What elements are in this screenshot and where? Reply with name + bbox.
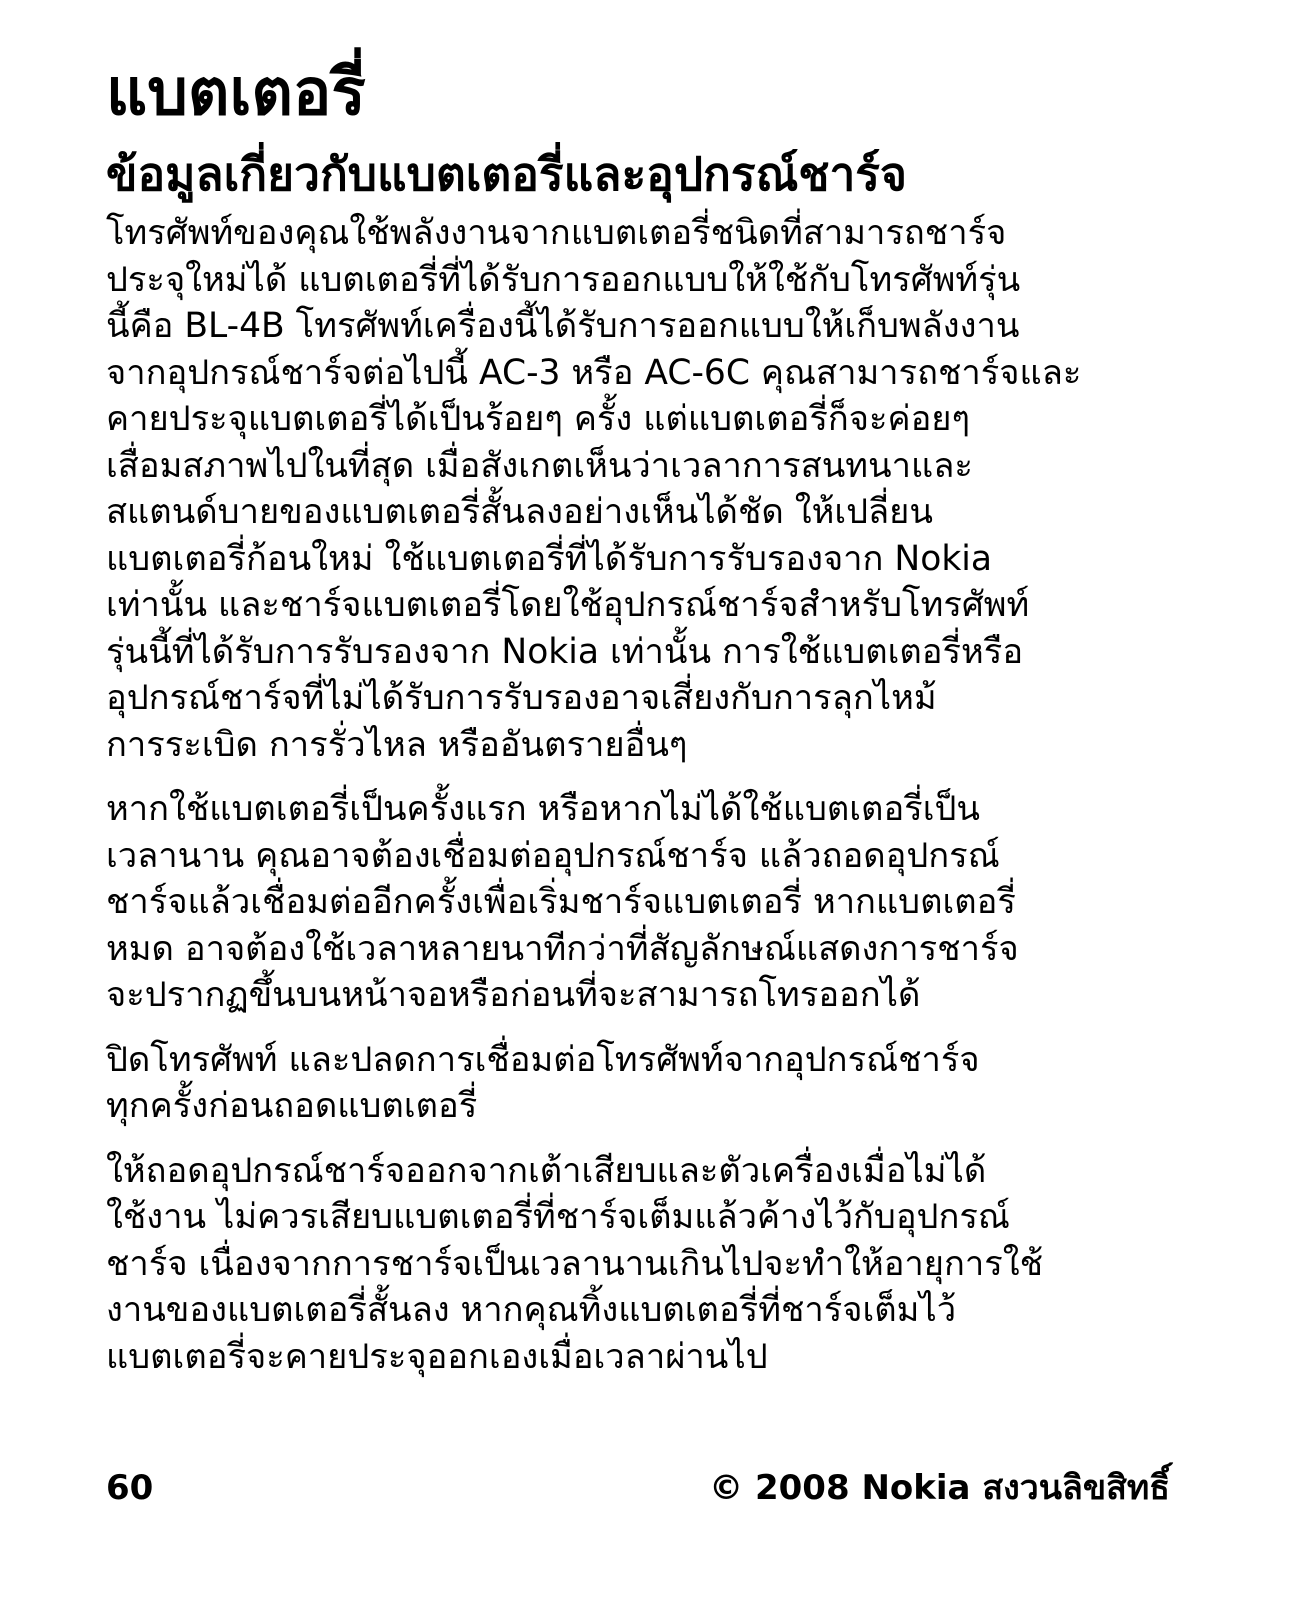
copyright-notice: © 2008 Nokia สงวนลิขสิทธิ์ [709, 1468, 1170, 1508]
paragraph-line: คายประจุแบตเตอรี่ได้เป็นร้อยๆ ครั้ง แต่แบตเตอรี่ก็จะค่อยๆ [106, 399, 971, 439]
paragraph-line: ชาร์จ เนื่องจากการชาร์จเป็นเวลานานเกินไปจะทำให้อายุการใช้ [106, 1243, 1044, 1284]
paragraph-line: นี้คือ BL-4B โทรศัพท์เครื่องนี้ได้รับการออกแบบให้เก็บพลังงาน [106, 306, 1020, 346]
paragraph-first-use [106, 786, 1186, 1019]
paragraph-line: แบตเตอรี่ก้อนใหม่ ใช้แบตเตอรี่ที่ได้รับการรับรองจาก Nokia [106, 538, 993, 579]
paragraph-line: ใช้งาน ไม่ควรเสียบแบตเตอรี่ที่ชาร์จเต็มแล้วค้างไว้กับอุปกรณ์ [106, 1197, 1010, 1237]
paragraph-line: ปิดโทรศัพท์ และปลดการเชื่อมต่อโทรศัพท์จากอุปกรณ์ชาร์จ [106, 1039, 980, 1080]
paragraph-line: โทรศัพท์ของคุณใช้พลังงานจากแบตเตอรี่ชนิดที่สามารถชาร์จ [106, 213, 1007, 253]
paragraph-battery-info [106, 210, 1186, 768]
paragraph-line: ทุกครั้งก่อนถอดแบตเตอรี่ [106, 1086, 478, 1126]
paragraph-line: ประจุใหม่ได้ แบตเตอรี่ที่ได้รับการออกแบบให้ใช้กับโทรศัพท์รุ่น [106, 259, 1021, 300]
paragraph-line: เวลานาน คุณอาจต้องเชื่อมต่ออุปกรณ์ชาร์จ แล้วถอดอุปกรณ์ [106, 835, 1000, 876]
paragraph-line: ชาร์จแล้วเชื่อมต่ออีกครั้งเพื่อเริ่มชาร์จแบตเตอรี่ หากแบตเตอรี่ [106, 882, 1016, 922]
paragraph-line: หากใช้แบตเตอรี่เป็นครั้งแรก หรือหากไม่ได้ใช้แบตเตอรี่เป็น [106, 789, 980, 829]
chapter-title: แบตเตอรี่ [106, 56, 366, 130]
section-heading: ข้อมูลเกี่ยวกับแบตเตอรี่และอุปกรณ์ชาร์จ [106, 147, 907, 201]
page-number: 60 [106, 1468, 154, 1508]
paragraph-line: รุ่นนี้ที่ได้รับการรับรองจาก Nokia เท่านั้น การใช้แบตเตอรี่หรือ [106, 631, 1024, 672]
paragraph-power-off [106, 1037, 1186, 1130]
paragraph-line: ให้ถอดอุปกรณ์ชาร์จออกจากเต้าเสียบและตัวเครื่องเมื่อไม่ได้ [106, 1150, 987, 1191]
paragraph-line: แบตเตอรี่จะคายประจุออกเองเมื่อเวลาผ่านไป [106, 1336, 768, 1377]
document-page [106, 52, 1186, 1398]
paragraph-line: สแตนด์บายของแบตเตอรี่สั้นลงอย่างเห็นได้ชัด ให้เปลี่ยน [106, 492, 933, 532]
paragraph-line: จะปรากฏขึ้นบนหน้าจอหรือก่อนที่จะสามารถโทรออกได้ [106, 975, 921, 1015]
paragraph-line: จากอุปกรณ์ชาร์จต่อไปนี้ AC-3 หรือ AC-6C คุณสามารถชาร์จและ [106, 352, 1082, 393]
paragraph-line: อุปกรณ์ชาร์จที่ไม่ได้รับการรับรองอาจเสี่ยงกับการลุกไหม้ [106, 678, 937, 718]
paragraph-line: การระเบิด การรั่วไหล หรืออันตรายอื่นๆ [106, 724, 688, 765]
paragraph-unplug-charger [106, 1148, 1186, 1381]
paragraph-line: งานของแบตเตอรี่สั้นลง หากคุณทิ้งแบตเตอรี่ที่ชาร์จเต็มไว้ [106, 1290, 957, 1330]
paragraph-line: เท่านั้น และชาร์จแบตเตอรี่โดยใช้อุปกรณ์ชาร์จสำหรับโทรศัพท์ [106, 585, 1030, 625]
paragraph-line: เสื่อมสภาพไปในที่สุด เมื่อสังเกตเห็นว่าเวลาการสนทนาและ [106, 445, 973, 486]
page-footer [106, 1464, 1170, 1512]
paragraph-line: หมด อาจต้องใช้เวลาหลายนาทีกว่าที่สัญลักษณ์แสดงการชาร์จ [106, 928, 1019, 969]
